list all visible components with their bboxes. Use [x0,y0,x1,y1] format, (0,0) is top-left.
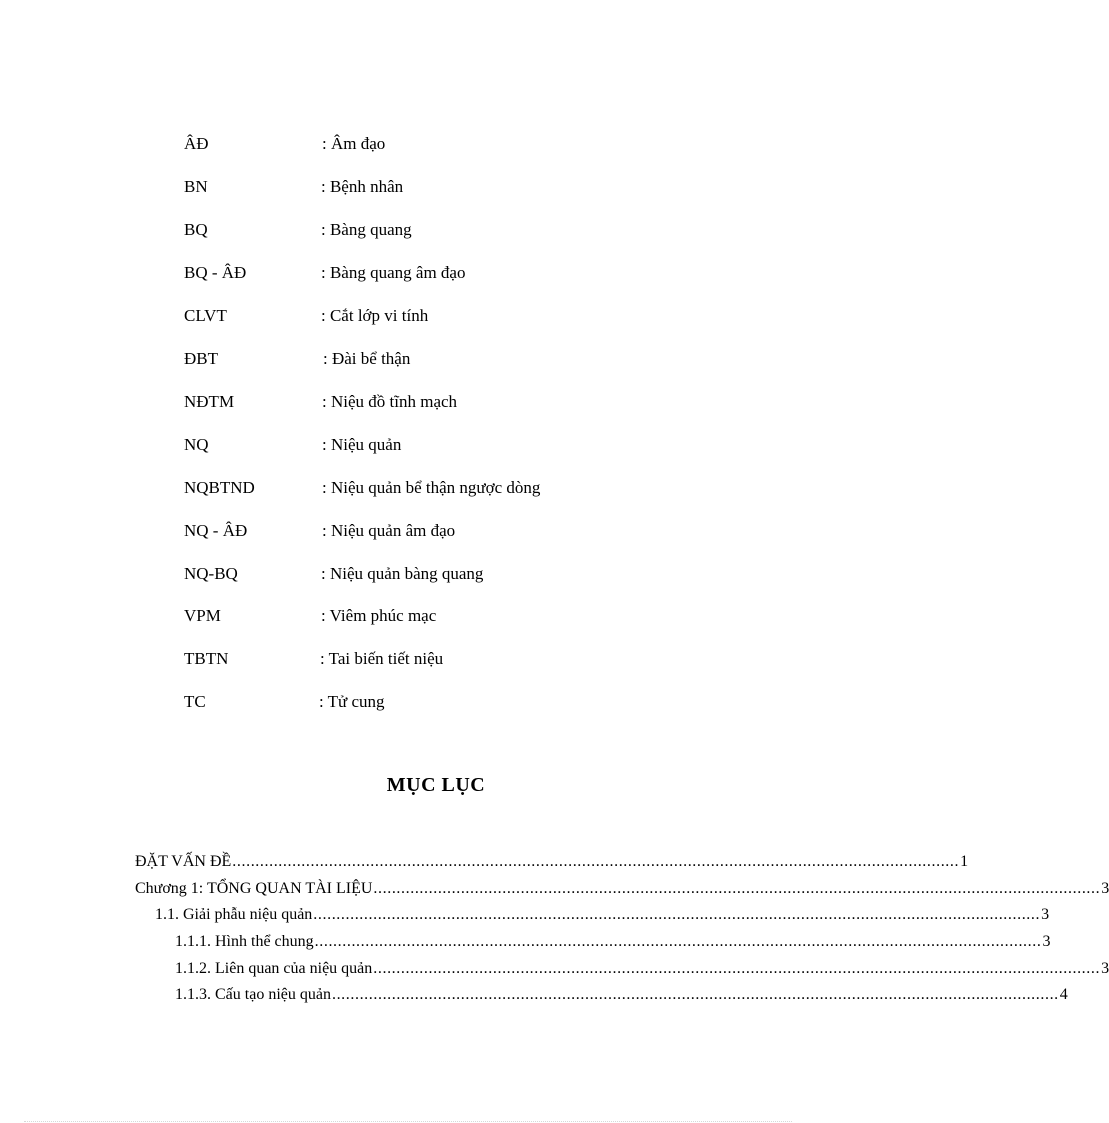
abbreviation-term: NQ-BQ [184,564,238,583]
abbreviation-term: VPM [184,606,221,625]
abbreviation-definition: : Niệu quản âm đạo [322,521,456,540]
abbreviation-row [0,175,816,199]
abbreviation-definition: : Niệu quản [322,435,402,454]
abbreviation-term: BQ - ÂĐ [184,263,247,282]
toc-heading: MỤC LỤC [386,774,486,796]
toc-entry[interactable] [175,958,1109,980]
abbreviation-term: ĐBT [184,349,218,368]
abbreviation-row [0,347,816,371]
abbreviation-definition: : Âm đạo [322,134,386,153]
abbreviation-row [0,519,816,543]
toc-entry-page: 3 [1101,960,1109,977]
toc-entry-page: 3 [1041,906,1050,923]
abbreviation-definition: : Niệu đồ tĩnh mạch [322,392,458,411]
toc-leader-dots: .............................................................................................................................................................. [373,960,1101,977]
abbreviation-definition: : Niệu quản bàng quang [321,564,484,583]
abbreviation-row [0,562,816,586]
abbreviation-definition: : Cắt lớp vi tính [321,306,429,325]
toc-entry[interactable] [135,851,969,873]
abbreviation-definition: : Viêm phúc mạc [321,606,437,625]
abbreviation-row [0,604,816,628]
abbreviation-row [0,132,816,156]
toc-leader-dots: .............................................................................................................................................................. [373,880,1101,897]
toc-entry[interactable] [175,984,1068,1006]
toc-leader-dots: .............................................................................................................................................................. [232,853,960,870]
abbreviation-term: ÂĐ [184,134,209,153]
abbreviation-row [0,261,816,285]
abbreviation-definition: : Niệu quản bể thận ngược dòng [322,478,541,497]
abbreviation-row [0,304,816,328]
abbreviation-term: TBTN [184,649,229,668]
abbreviation-row [0,690,816,714]
abbreviation-row [0,433,816,457]
toc-entry-page: 3 [1101,880,1109,897]
toc-entry-label: 1.1.1. Hình thể chung [175,933,314,950]
toc-entry-page: 3 [1042,933,1051,950]
abbreviation-term: TC [184,692,206,711]
abbreviation-definition: : Đài bể thận [323,349,411,368]
abbreviation-definition: : Tai biến tiết niệu [320,649,444,668]
abbreviation-term: NQ - ÂĐ [184,521,248,540]
toc-entry[interactable] [155,904,1050,926]
abbreviation-term: CLVT [184,306,227,325]
toc-entry[interactable] [135,878,1109,900]
toc-entry-page: 4 [1059,986,1068,1003]
toc-entry-label: 1.1. Giải phẫu niệu quản [155,906,313,923]
abbreviation-row [0,390,816,414]
abbreviation-term: NQBTND [184,478,255,497]
toc-entry-label: 1.1.3. Cấu tạo niệu quản [175,986,331,1003]
abbreviation-term: NQ [184,435,209,454]
abbreviation-definition: : Bệnh nhân [321,177,404,196]
toc-entry-label: 1.1.2. Liên quan của niệu quản [175,960,373,977]
abbreviation-definition: : Bàng quang âm đạo [321,263,466,282]
page-bottom-divider [24,1121,792,1122]
toc-leader-dots: .............................................................................................................................................................. [314,933,1042,950]
toc-entry[interactable] [175,931,1051,953]
abbreviation-definition: : Bàng quang [321,220,412,239]
abbreviation-term: BQ [184,220,208,239]
abbreviation-term: BN [184,177,208,196]
abbreviation-definition: : Tử cung [319,692,385,711]
toc-entry-page: 1 [960,853,969,870]
abbreviation-row [0,476,816,500]
abbreviation-row [0,218,816,242]
abbreviation-term: NĐTM [184,392,235,411]
abbreviation-row [0,647,816,671]
toc-entry-label: ĐẶT VẤN ĐỀ [135,853,232,870]
toc-entry-label: Chương 1: TỔNG QUAN TÀI LIỆU [135,880,373,897]
toc-leader-dots: .............................................................................................................................................................. [313,906,1041,923]
toc-leader-dots: .............................................................................................................................................................. [331,986,1059,1003]
